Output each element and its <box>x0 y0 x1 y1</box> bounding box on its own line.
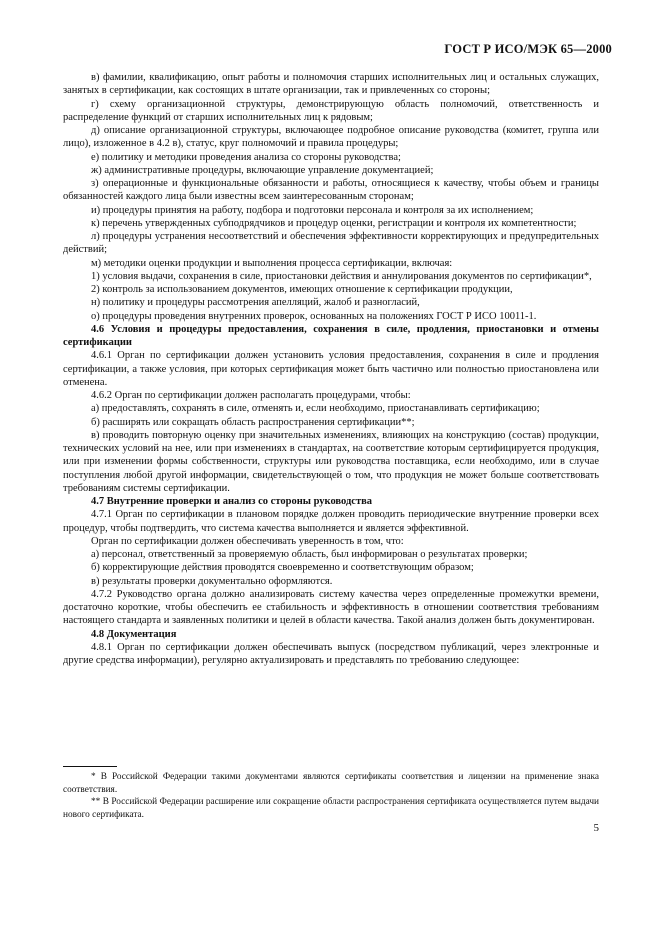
paragraph: г) схему организационной структуры, демонстрирующую область полномочий, ответственность и распределение функций от старших исполнительных лиц к рядовым; <box>63 98 599 123</box>
body-text <box>63 71 599 667</box>
paragraph: в) проводить повторную оценку при значительных изменениях, влияющих на конструкцию (состав) продукции, технических условий на нее, или при изменениях в стандартах, на соответствие которым сертифицируется продукция, или при изменении формы собственности, структуры или руководства поставщика, если необходимо, или в случае поступления любой другой информации, свидетельствующей о том, что продукция не может больше соответствовать требованиям системы сертификации. <box>63 429 599 494</box>
paragraph: л) процедуры устранения несоответствий и обеспечения эффективности корректирующих и предупредительных действий; <box>63 231 599 256</box>
paragraph: к) перечень утвержденных субподрядчиков и процедур оценки, регистрации и контроля их компетентности; <box>91 217 577 229</box>
paragraph: 4.6.2 Орган по сертификации должен располагать процедурами, чтобы: <box>91 390 411 401</box>
paragraph: 4.7.1 Орган по сертификации в плановом порядке должен проводить периодические внутренние проверки всех процедур, чтобы подтвердить, что система качества выполняется и является эффективной. <box>63 509 599 534</box>
paragraph: 1) условия выдачи, сохранения в силе, приостановки действия и аннулирования документов по сертификации*, <box>91 270 592 282</box>
paragraph: м) методики оценки продукции и выполнения процесса сертификации, включая: <box>91 257 453 269</box>
section-heading: 4.7 Внутренние проверки и анализ со стороны руководства <box>91 496 373 507</box>
paragraph: Орган по сертификации должен обеспечивать уверенность в том, что: <box>91 535 404 547</box>
page-header: ГОСТ Р ИСО/МЭК 65—2000 <box>444 42 612 56</box>
paragraph: б) расширять или сокращать область распространения сертификации**; <box>91 416 415 428</box>
section-heading: 4.8 Документация <box>91 628 177 640</box>
paragraph: в) результаты проверки документально оформляются. <box>91 575 333 587</box>
paragraph: а) персонал, ответственный за проверяемую область, был информирован о результатах проверки; <box>91 549 528 560</box>
paragraph: 4.7.2 Руководство органа должно анализировать систему качества через определенные промежутки времени, достаточно короткие, чтобы обеспечить ее стабильность и эффективность в отношении соответствия требованиям настоящего стандарта и заявленных политики и целей в области качества. Такой анализ должен быть документирован. <box>63 588 599 627</box>
footnotes <box>63 771 599 821</box>
paragraph: н) политику и процедуры рассмотрения апелляций, жалоб и разногласий, <box>91 297 420 309</box>
section-heading: 4.6 Условия и процедуры предоставления, сохранения в силе, продления, приостановки и отмены сертификации <box>63 323 599 348</box>
paragraph: 4.8.1 Орган по сертификации должен обеспечивать выпуск (посредством публикаций, через электронные и другие средства информации), регулярно актуализировать и представлять по требованию следующее: <box>63 641 599 666</box>
paragraph: ж) административные процедуры, включающие управление документацией; <box>91 164 434 176</box>
page-number: 5 <box>593 822 599 834</box>
footnote: ** В Российской Федерации расширение или сокращение области распространения сертификата осуществляется путем выдачи нового сертификата. <box>63 797 599 820</box>
paragraph: в) фамилии, квалификацию, опыт работы и полномочия старших исполнительных лиц и остальных служащих, занятых в сертификации, как состоящих в штате организации, так и привлеченных со стороны; <box>63 72 599 97</box>
paragraph: о) процедуры проведения внутренних проверок, основанных на положениях ГОСТ Р ИСО 10011-1. <box>91 310 537 322</box>
paragraph: б) корректирующие действия проводятся своевременно и соответствующим образом; <box>91 562 474 574</box>
paragraph: а) предоставлять, сохранять в силе, отменять и, если необходимо, приостанавливать сертификацию; <box>91 403 540 415</box>
paragraph: з) операционные и функциональные обязанности и работы, относящиеся к качеству, чтобы объем и границы обязанностей каждого лица были известны всем заинтересованным сторонам; <box>63 178 599 203</box>
footnote-separator <box>63 766 117 767</box>
footnote: * В Российской Федерации такими документами являются сертификаты соответствия и лицензии на применение знака соответствия. <box>63 772 599 795</box>
paragraph: 4.6.1 Орган по сертификации должен установить условия предоставления, сохранения в силе и продления сертификации, а также условия, при которых сертификация может быть частично или полностью приостановлена или отменена. <box>63 350 599 388</box>
paragraph: и) процедуры принятия на работу, подбора и подготовки персонала и контроля за их исполнением; <box>91 204 534 216</box>
paragraph: е) политику и методики проведения анализа со стороны руководства; <box>91 151 401 163</box>
paragraph: д) описание организационной структуры, включающее подробное описание руководства (комитет, группа или лицо), изложенное в 4.2 в), статус, круг полномочий и правила процедуры; <box>63 125 599 150</box>
paragraph: 2) контроль за использованием документов, имеющих отношение к сертификации продукции, <box>91 284 513 295</box>
